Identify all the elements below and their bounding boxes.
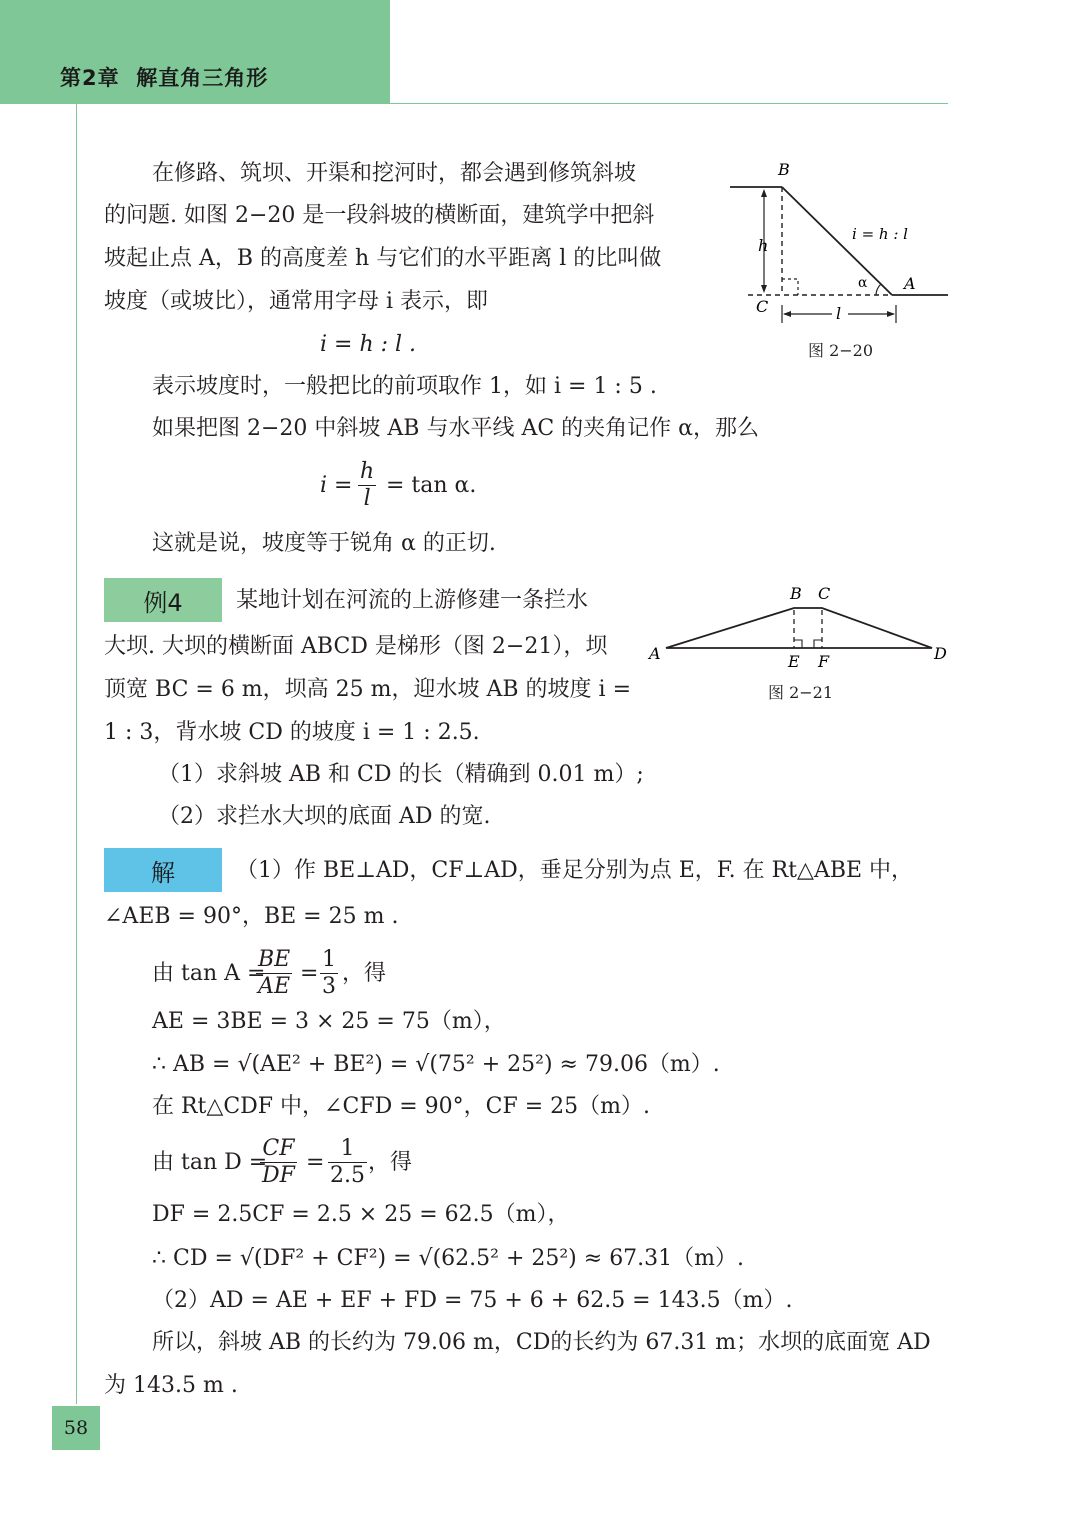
fraction-denominator: l <box>363 486 371 511</box>
label-slope-ratio: i = h : l <box>852 225 908 243</box>
example-tag: 例4 <box>104 578 222 622</box>
example-line-2: 大坝. 大坝的横断面 ABCD 是梯形（图 2−21），坝 <box>104 634 608 659</box>
label-D: D <box>934 644 947 663</box>
label-E: E <box>788 652 800 671</box>
fraction-denominator: AE <box>258 974 291 999</box>
intro-line-2: 的问题. 如图 2−20 是一段斜坡的横断面，建筑学中把斜 <box>104 203 655 228</box>
tanA-fraction-2 <box>320 947 338 1000</box>
tan-formula-fraction <box>358 459 376 512</box>
slope-formula: i = h : l . <box>320 332 417 357</box>
example-line-3: 顶宽 BC = 6 m，坝高 25 m，迎水坡 AB 的坡度 i = <box>104 677 632 702</box>
example-line-4: 1 : 3，背水坡 CD 的坡度 i = 1 : 2.5. <box>104 720 480 745</box>
tanD-fraction-1 <box>260 1136 297 1189</box>
label-A: A <box>649 644 661 663</box>
intro-line-5: 表示坡度时，一般把比的前项取作 1，如 i = 1 : 5 . <box>152 374 657 399</box>
solution-line-9: 所以，斜坡 AB 的长约为 79.06 m，CD的长约为 67.31 m；水坝的底面宽 AD <box>152 1330 931 1355</box>
tanA-equals: = <box>300 961 319 986</box>
chapter-title: 第2章 解直角三角形 <box>60 66 269 90</box>
tanA-fraction-1 <box>256 947 292 1000</box>
label-alpha: α <box>858 275 868 291</box>
fraction-denominator: DF <box>262 1163 295 1188</box>
label-l: l <box>836 304 842 323</box>
solution-tag: 解 <box>104 848 222 892</box>
intro-line-4: 坡度（或坡比），通常用字母 i 表示，即 <box>104 289 489 314</box>
label-h: h <box>758 236 769 255</box>
intro-line-3: 坡起止点 A，B 的高度差 h 与它们的水平距离 l 的比叫做 <box>104 246 662 271</box>
figure-2-21-trapezoid-diagram <box>644 578 954 676</box>
solution-line-2: ∠AEB = 90°，BE = 25 m . <box>104 904 399 929</box>
tan-formula-right: = tan α. <box>386 473 477 498</box>
solution-line-5: 在 Rt△CDF 中，∠CFD = 90°，CF = 25（m）. <box>152 1094 650 1119</box>
intro-line-1: 在修路、筑坝、开渠和挖河时，都会遇到修筑斜坡 <box>152 161 637 186</box>
tan-formula-left: i = <box>320 473 353 498</box>
label-F: F <box>818 652 830 671</box>
example-line-1: 某地计划在河流的上游修建一条拦水 <box>236 588 589 613</box>
figure-2-20-caption: 图 2−20 <box>808 341 874 360</box>
tanD-prefix: 由 tan D = <box>152 1150 268 1175</box>
fraction-numerator: h <box>360 459 375 484</box>
tanA-suffix: ，得 <box>342 961 387 986</box>
label-B: B <box>778 160 790 179</box>
solution-line-6: DF = 2.5CF = 2.5 × 25 = 62.5（m）， <box>152 1202 570 1227</box>
fraction-denominator: 3 <box>322 974 336 999</box>
tanD-fraction-2 <box>328 1136 367 1189</box>
solution-line-7: ∴ CD = √(DF² + CF²) = √(62.5² + 25²) ≈ 67.31（m）. <box>152 1246 745 1271</box>
question-1: （1）求斜坡 AB 和 CD 的长（精确到 0.01 m）; <box>158 762 644 787</box>
fraction-numerator: CF <box>260 1136 297 1163</box>
solution-line-1: （1）作 BE⊥AD，CF⊥AD，垂足分别为点 E，F. 在 Rt△ABE 中， <box>236 858 914 883</box>
fraction-numerator: 1 <box>328 1136 367 1163</box>
solution-line-4: ∴ AB = √(AE² + BE²) = √(75² + 25²) ≈ 79.06（m）. <box>152 1052 720 1077</box>
solution-line-3: AE = 3BE = 3 × 25 = 75（m）， <box>152 1009 506 1034</box>
label-C: C <box>818 584 831 603</box>
solution-line-10: 为 143.5 m . <box>104 1373 238 1398</box>
tanA-prefix: 由 tan A = <box>152 961 266 986</box>
page-number: 58 <box>52 1406 100 1450</box>
label-C: C <box>756 297 769 316</box>
tanD-suffix: ，得 <box>368 1150 413 1175</box>
margin-divider <box>76 104 77 1404</box>
intro-line-6: 如果把图 2−20 中斜坡 AB 与水平线 AC 的夹角记作 α，那么 <box>152 416 760 441</box>
tanD-equals: = <box>306 1150 325 1175</box>
label-B: B <box>790 584 802 603</box>
label-A: A <box>904 274 916 293</box>
solution-line-8: （2）AD = AE + EF + FD = 75 + 6 + 62.5 = 143.5（m）. <box>152 1288 793 1313</box>
fraction-numerator: BE <box>258 947 291 972</box>
fraction-numerator: 1 <box>322 947 336 972</box>
figure-2-20-slope-diagram <box>726 155 956 330</box>
figure-2-21-caption: 图 2−21 <box>768 683 834 702</box>
fraction-denominator: 2.5 <box>330 1163 365 1188</box>
question-2: （2）求拦水大坝的底面 AD 的宽. <box>158 804 491 829</box>
header-divider <box>390 103 948 104</box>
intro-line-7: 这就是说，坡度等于锐角 α 的正切. <box>152 531 496 556</box>
